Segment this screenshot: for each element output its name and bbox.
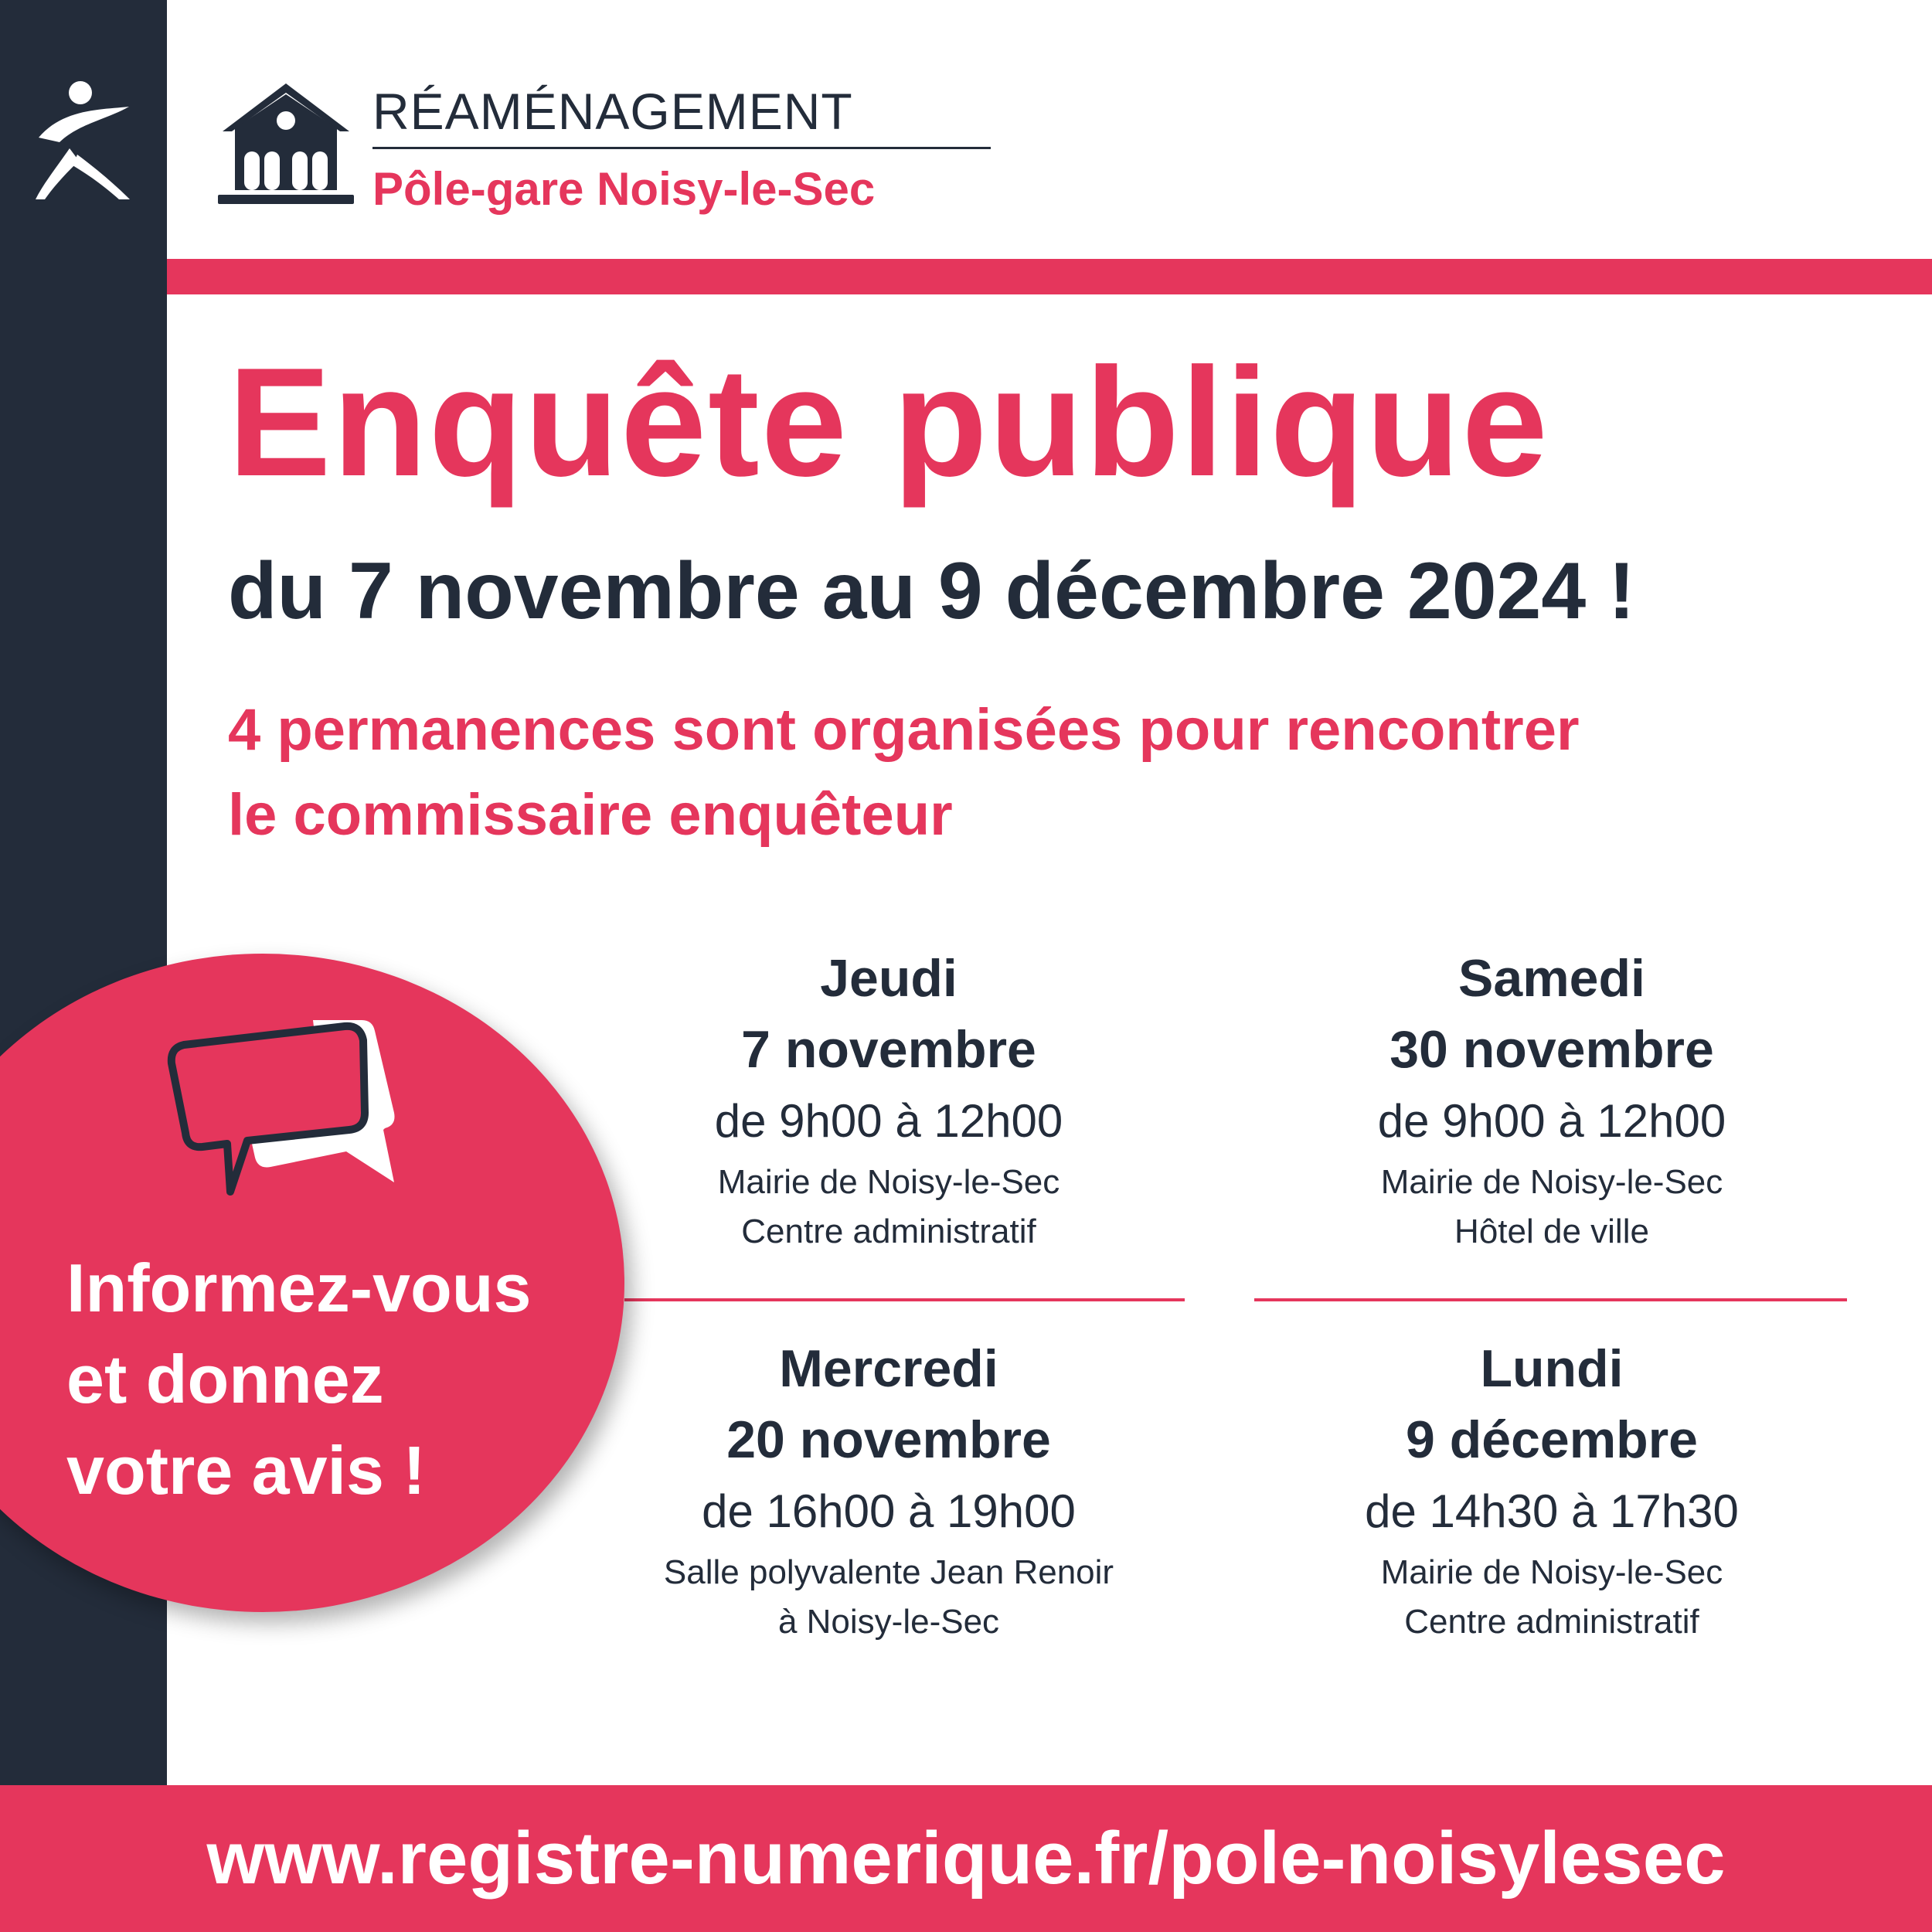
session-card-1 xyxy=(541,943,1236,1257)
session-divider-right xyxy=(1254,1298,1847,1301)
session-card-4 xyxy=(1204,1333,1900,1647)
session-date: 20 novembre xyxy=(726,1410,1051,1469)
session-place-line-1: Salle polyvalente Jean Renoir xyxy=(663,1553,1114,1591)
header-divider xyxy=(372,147,991,149)
accent-band-top xyxy=(167,259,1932,294)
session-date: 30 novembre xyxy=(1389,1020,1714,1079)
header-kicker: RÉAMÉNAGEMENT xyxy=(372,83,853,140)
session-hours: de 9h00 à 12h00 xyxy=(714,1095,1063,1147)
station-building-icon xyxy=(216,77,355,206)
cta-line-1: Informez-vous xyxy=(66,1250,532,1326)
cta-line-2: et donnez xyxy=(66,1341,384,1417)
session-day: Mercredi xyxy=(779,1339,998,1398)
session-place-line-2: Centre administratif xyxy=(1404,1603,1699,1641)
inquiry-dates: du 7 novembre au 9 décembre 2024 ! xyxy=(228,546,1635,636)
session-place-line-1: Mairie de Noisy-le-Sec xyxy=(1380,1553,1723,1591)
transit-person-icon xyxy=(32,77,133,201)
session-hours: de 9h00 à 12h00 xyxy=(1377,1095,1726,1147)
subtitle-line-1: 4 permanences sont organisées pour rencontrer xyxy=(228,697,1580,763)
session-day: Jeudi xyxy=(820,949,957,1008)
page-title: Enquête publique xyxy=(228,336,1549,509)
cta-text xyxy=(66,1243,607,1516)
session-date: 7 novembre xyxy=(741,1020,1036,1079)
session-divider-left xyxy=(624,1298,1185,1301)
cta-line-3: votre avis ! xyxy=(66,1432,426,1509)
session-place-line-1: Mairie de Noisy-le-Sec xyxy=(717,1163,1060,1201)
session-card-2 xyxy=(1204,943,1900,1257)
header-project-name: Pôle-gare Noisy-le-Sec xyxy=(372,163,876,215)
session-date: 9 décembre xyxy=(1406,1410,1698,1469)
session-place-line-2: Hôtel de ville xyxy=(1454,1213,1649,1250)
session-hours: de 14h30 à 17h30 xyxy=(1365,1485,1739,1537)
subtitle-line-2: le commissaire enquêteur xyxy=(228,782,953,848)
session-hours: de 16h00 à 19h00 xyxy=(702,1485,1076,1537)
speech-bubbles-icon xyxy=(162,1005,410,1229)
session-day: Samedi xyxy=(1458,949,1645,1008)
subtitle xyxy=(228,688,1928,858)
session-card-3 xyxy=(541,1333,1236,1647)
session-place-line-2: à Noisy-le-Sec xyxy=(777,1603,1000,1641)
registry-url-link[interactable]: www.registre-numerique.fr/pole-noisylesec xyxy=(206,1817,1726,1900)
session-place-line-1: Mairie de Noisy-le-Sec xyxy=(1380,1163,1723,1201)
session-place-line-2: Centre administratif xyxy=(741,1213,1036,1250)
session-day: Lundi xyxy=(1480,1339,1624,1398)
